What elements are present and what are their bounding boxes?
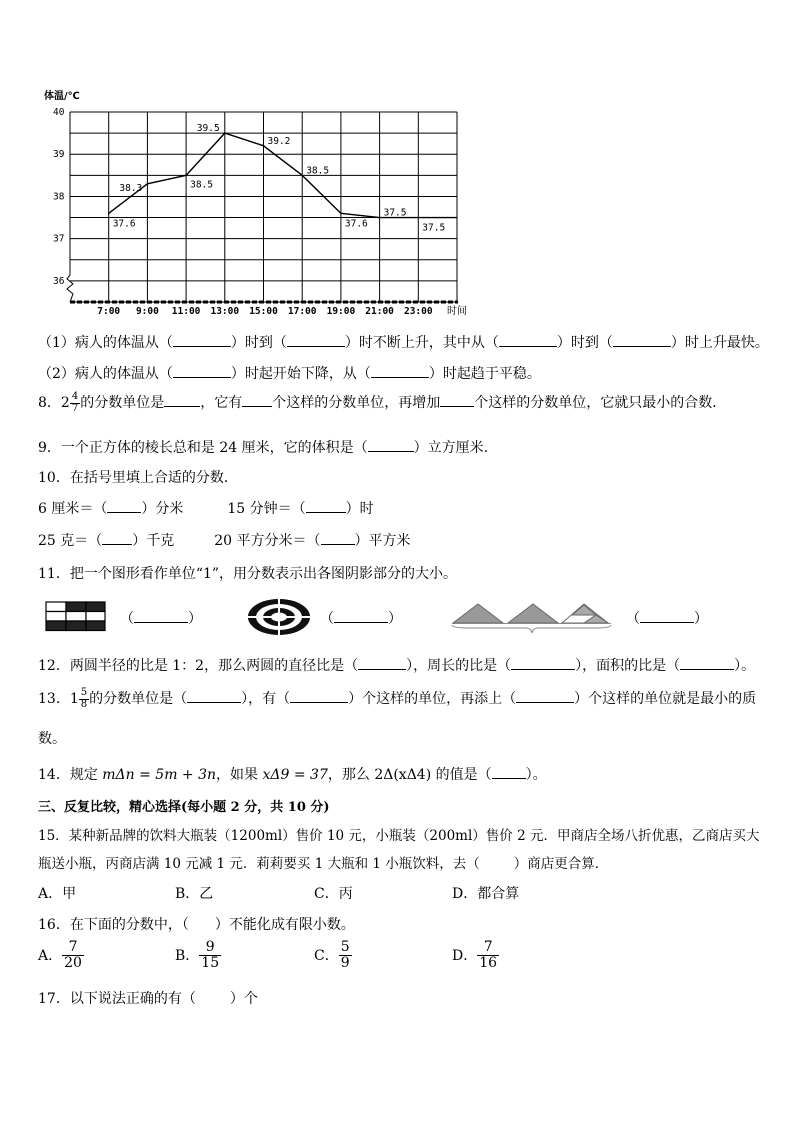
data-point — [340, 213, 342, 215]
answer-blank[interactable] — [680, 668, 734, 670]
data-label: 39.2 — [267, 135, 291, 147]
q15-option-b[interactable]: B．乙 — [175, 886, 214, 902]
answer-blank[interactable] — [492, 777, 526, 779]
x-tick-label: 23:00 — [403, 306, 433, 317]
x-tick-label: 11:00 — [171, 306, 201, 317]
q16: 16．在下面的分数中，（ ）不能化成有限小数。 — [38, 917, 355, 933]
q15-line2: 瓶送小瓶，丙商店满 10 元减 1 元．莉莉要买 1 大瓶和 1 小瓶饮料，去（ ）商店更合算． — [38, 856, 609, 872]
data-label: 37.6 — [344, 218, 368, 230]
q7-part2: （2）病人的体温从（ ）时起开始下降，从（ ）时起趋于平稳。 — [38, 366, 541, 382]
answer-blank[interactable] — [334, 621, 388, 623]
q12: 12．两圆半径的比是 1：2，那么两圆的直径比是（ ），周长的比是（ ），面积的比是（ ）。 — [38, 658, 756, 674]
x-tick-label: 17:00 — [287, 306, 317, 317]
q8: 8．2 $\frac{4}{7}$ 的分数单位是 ，它有 个这样的分数单位，再增加 个这样的分数单位，它就只最小的合数． — [38, 391, 727, 414]
answer-blank[interactable] — [164, 405, 200, 407]
q16-option-c[interactable]: C． $\frac{5}{9}$ — [314, 939, 350, 971]
axis-break-zigzag — [67, 275, 73, 302]
mixed-number: 2 $\frac{4}{7}$ — [60, 391, 79, 414]
shaded-rectangle-figure — [46, 602, 105, 631]
x-tick-label: 21:00 — [365, 306, 394, 317]
y-tick-label: 39 — [53, 149, 65, 161]
y-tick-label: 38 — [53, 191, 65, 203]
q13: 13．1 $\frac{5}{8}$ 的分数单位是（ ），有（ ）个这样的单位，再添上（ ）个这样的单位就是最小的质 — [38, 687, 757, 710]
answer-blank[interactable] — [368, 450, 414, 452]
y-axis-label: 体温/℃ — [44, 91, 80, 102]
section-heading: 三、反复比较，精心选择(每小题 2 分，共 10 分) — [38, 800, 330, 815]
data-point — [379, 217, 381, 219]
x-tick-label: 15:00 — [249, 306, 278, 317]
x-tick-label: 13:00 — [210, 306, 240, 317]
answer-blank[interactable] — [306, 511, 346, 513]
answer-blank[interactable] — [613, 345, 671, 347]
q15-option-d[interactable]: D．都合算 — [452, 886, 520, 902]
data-label: 37.5 — [422, 222, 446, 234]
shaded-triangles-figure — [452, 604, 611, 633]
y-tick-label: 37 — [53, 233, 65, 245]
answer-blank[interactable] — [102, 543, 132, 545]
x-axis-label: 时间 — [447, 306, 467, 317]
q17: 17．以下说法正确的有（ ）个 — [38, 991, 258, 1007]
y-tick-label: 36 — [53, 275, 65, 287]
q16-option-b[interactable]: B． $\frac{9}{15}$ — [175, 939, 220, 971]
q15-option-a[interactable]: A．甲 — [38, 886, 77, 902]
answer-blank[interactable] — [242, 405, 272, 407]
q15-line1: 15．某种新品牌的饮料大瓶装（1200ml）售价 10 元，小瓶装（200ml）售价 2 元．甲商店全场八折优惠，乙商店买大 — [38, 828, 760, 844]
q7-part1: （1）病人的体温从（ ）时到（ ）时不断上升，其中从（ ）时到（ ）时上升最快。 — [38, 335, 769, 351]
answer-blank[interactable] — [358, 668, 406, 670]
answer-blank[interactable] — [173, 376, 231, 378]
mixed-number: 1 $\frac{5}{8}$ — [69, 687, 88, 710]
data-label: 37.6 — [112, 218, 136, 230]
data-label: 38.5 — [190, 179, 213, 191]
answer-blank[interactable] — [640, 621, 694, 623]
chart-axes — [44, 89, 467, 317]
q13-cont: 数。 — [38, 731, 66, 747]
q11-title: 11．把一个图形看作单位“1”，用分数表示出各图阴影部分的大小。 — [38, 566, 458, 582]
chart-labels — [113, 123, 445, 233]
answer-blank[interactable] — [499, 345, 557, 347]
answer-blank[interactable] — [173, 345, 231, 347]
answer-blank[interactable] — [516, 701, 574, 703]
answer-blank[interactable] — [287, 345, 345, 347]
q10-row1: 6 厘米＝（ ）分米 15 分钟＝（ ）时 — [38, 501, 374, 517]
data-point — [147, 183, 149, 185]
data-label: 39.5 — [196, 123, 220, 135]
x-tick-label: 7:00 — [97, 306, 121, 317]
x-tick-label: 9:00 — [135, 306, 159, 317]
answer-blank[interactable] — [290, 701, 348, 703]
data-point — [418, 217, 420, 219]
data-label: 38.3 — [119, 182, 143, 194]
q11-answer-1: （ ） — [120, 611, 202, 627]
answer-blank[interactable] — [134, 621, 188, 623]
data-label: 38.5 — [306, 165, 330, 177]
shaded-circle-figure — [248, 599, 310, 635]
answer-blank[interactable] — [511, 668, 575, 670]
q16-option-a[interactable]: A． $\frac{7}{20}$ — [38, 939, 82, 971]
q9: 9．一个正方体的棱长总和是 24 厘米，它的体积是（ ）立方厘米. — [38, 440, 489, 456]
answer-blank[interactable] — [440, 405, 474, 407]
q14: 14．规定 mΔn = 5m + 3n，如果 xΔ9 = 37，那么 2Δ(xΔ4) 的值是（ ）。 — [38, 767, 547, 783]
q11-answer-3: （ ） — [626, 611, 708, 627]
q11-answer-2: （ ） — [320, 611, 402, 627]
temperature-chart — [0, 0, 794, 330]
answer-blank[interactable] — [321, 543, 355, 545]
answer-blank[interactable] — [107, 511, 141, 513]
data-point — [185, 175, 187, 177]
x-tick-label: 19:00 — [326, 306, 356, 317]
answer-blank[interactable] — [187, 701, 241, 703]
q10-title: 10．在括号里填上合适的分数． — [38, 470, 238, 486]
data-point — [108, 213, 110, 215]
q16-option-d[interactable]: D． $\frac{7}{16}$ — [452, 939, 498, 971]
data-point — [224, 132, 226, 134]
data-point — [263, 145, 265, 147]
q10-row2: 25 克＝（ ）千克 20 平方分米＝（ ）平方米 — [38, 533, 411, 549]
data-point — [301, 175, 303, 177]
q15-option-c[interactable]: C．丙 — [314, 886, 353, 902]
data-label: 37.5 — [383, 207, 407, 219]
y-tick-label: 40 — [53, 107, 65, 118]
answer-blank[interactable] — [371, 376, 429, 378]
